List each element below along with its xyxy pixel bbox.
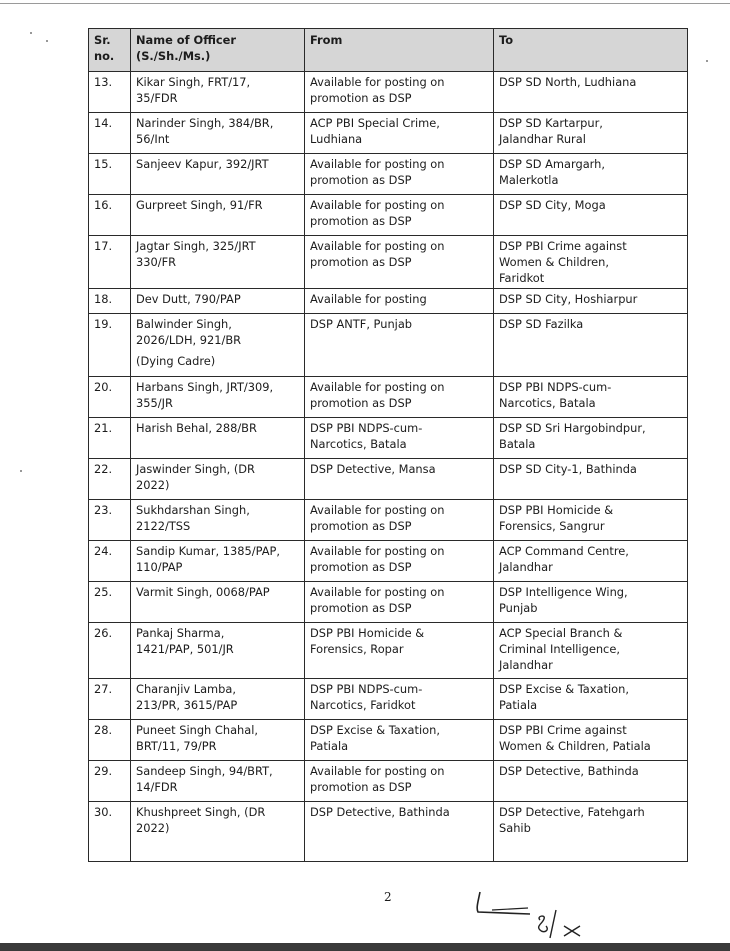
from-line: promotion as DSP bbox=[310, 214, 412, 228]
officer-name-line: Pankaj Sharma, bbox=[136, 626, 225, 640]
table-row bbox=[89, 236, 688, 289]
sr-no-cell: 26. bbox=[89, 623, 131, 679]
from-line: Available for posting on bbox=[310, 239, 445, 253]
from-line: Available for posting on bbox=[310, 585, 445, 599]
table-row bbox=[89, 582, 688, 623]
to-cell bbox=[494, 154, 688, 195]
officer-name-cell bbox=[131, 314, 305, 377]
from-line: Ludhiana bbox=[310, 132, 363, 146]
sr-no-cell: 15. bbox=[89, 154, 131, 195]
officer-name-cell bbox=[131, 679, 305, 720]
scan-speck bbox=[30, 32, 32, 34]
header-name-of-officer bbox=[131, 29, 305, 72]
officer-name-line: 355/JR bbox=[136, 396, 173, 410]
from-line: Available for posting on bbox=[310, 75, 445, 89]
table-row bbox=[89, 720, 688, 761]
from-line: Forensics, Ropar bbox=[310, 642, 404, 656]
to-line: ACP Command Centre, bbox=[499, 544, 629, 558]
sr-no-cell: 21. bbox=[89, 418, 131, 459]
from-cell bbox=[305, 154, 494, 195]
from-line: Available for posting on bbox=[310, 544, 445, 558]
to-line: Women & Children, bbox=[499, 255, 610, 269]
officer-name-line: Kikar Singh, FRT/17, bbox=[136, 75, 251, 89]
scan-speck bbox=[46, 40, 48, 42]
to-line: DSP SD City, Moga bbox=[499, 198, 606, 212]
officer-name-line: Harish Behal, 288/BR bbox=[136, 421, 257, 435]
to-line: DSP SD North, Ludhiana bbox=[499, 75, 637, 89]
from-line: promotion as DSP bbox=[310, 780, 412, 794]
officer-name-line: Gurpreet Singh, 91/FR bbox=[136, 198, 263, 212]
to-line: Jalandhar Rural bbox=[499, 132, 586, 146]
from-line: DSP Detective, Mansa bbox=[310, 462, 436, 476]
sr-no-cell: 29. bbox=[89, 761, 131, 802]
officer-name-line: Jaswinder Singh, (DR bbox=[136, 462, 255, 476]
to-line: Faridkot bbox=[499, 271, 545, 285]
to-cell bbox=[494, 289, 688, 314]
officer-name-line: Khushpreet Singh, (DR bbox=[136, 805, 266, 819]
officer-name-line: Sandip Kumar, 1385/PAP, bbox=[136, 544, 281, 558]
sr-no-cell: 22. bbox=[89, 459, 131, 500]
sr-no-cell: 17. bbox=[89, 236, 131, 289]
officer-name-line: Puneet Singh Chahal, bbox=[136, 723, 259, 737]
to-cell bbox=[494, 761, 688, 802]
from-line: DSP PBI NDPS-cum- bbox=[310, 682, 423, 696]
officer-name-line: 2122/TSS bbox=[136, 519, 191, 533]
to-line: Criminal Intelligence, bbox=[499, 642, 620, 656]
to-line: ACP Special Branch & bbox=[499, 626, 623, 640]
from-cell bbox=[305, 72, 494, 113]
to-line: DSP PBI Crime against bbox=[499, 239, 627, 253]
table-row bbox=[89, 802, 688, 862]
to-cell bbox=[494, 314, 688, 377]
officer-name-line: 1421/PAP, 501/JR bbox=[136, 642, 234, 656]
officer-name-cell bbox=[131, 195, 305, 236]
page-number: 2 bbox=[384, 890, 392, 904]
officer-name-line: 2022) bbox=[136, 821, 170, 835]
from-cell bbox=[305, 720, 494, 761]
officer-name-line: Charanjiv Lamba, bbox=[136, 682, 236, 696]
to-line: DSP SD City-1, Bathinda bbox=[499, 462, 637, 476]
from-line: Available for posting bbox=[310, 292, 427, 306]
to-line: Women & Children, Patiala bbox=[499, 739, 651, 753]
to-cell bbox=[494, 113, 688, 154]
table-row bbox=[89, 459, 688, 500]
officer-name-cell bbox=[131, 72, 305, 113]
to-line: DSP SD Amargarh, bbox=[499, 157, 605, 171]
to-line: Malerkotla bbox=[499, 173, 559, 187]
from-line: Available for posting on bbox=[310, 503, 445, 517]
table-row bbox=[89, 377, 688, 418]
from-line: promotion as DSP bbox=[310, 173, 412, 187]
header-to bbox=[494, 29, 688, 72]
to-line: DSP SD Fazilka bbox=[499, 317, 584, 331]
to-cell bbox=[494, 72, 688, 113]
to-line: Sahib bbox=[499, 821, 531, 835]
to-line: DSP SD Kartarpur, bbox=[499, 116, 603, 130]
from-cell bbox=[305, 582, 494, 623]
officer-name-line: Sandeep Singh, 94/BRT, bbox=[136, 764, 273, 778]
from-line: DSP PBI Homicide & bbox=[310, 626, 425, 640]
to-line: Patiala bbox=[499, 698, 538, 712]
officer-name-cell bbox=[131, 289, 305, 314]
from-line: promotion as DSP bbox=[310, 396, 412, 410]
officer-name-line: 330/FR bbox=[136, 255, 177, 269]
from-cell bbox=[305, 113, 494, 154]
officer-name-line: 2026/LDH, 921/BR bbox=[136, 333, 242, 347]
from-cell bbox=[305, 623, 494, 679]
header-from-label: From bbox=[310, 33, 343, 47]
from-line: promotion as DSP bbox=[310, 601, 412, 615]
from-cell bbox=[305, 314, 494, 377]
from-line: Available for posting on bbox=[310, 380, 445, 394]
table-row bbox=[89, 289, 688, 314]
from-line: Narcotics, Faridkot bbox=[310, 698, 416, 712]
sr-no-cell: 27. bbox=[89, 679, 131, 720]
from-cell bbox=[305, 541, 494, 582]
from-line: DSP Detective, Bathinda bbox=[310, 805, 450, 819]
officer-name-line: Balwinder Singh, bbox=[136, 317, 232, 331]
officer-name-cell bbox=[131, 541, 305, 582]
from-line: promotion as DSP bbox=[310, 560, 412, 574]
to-line: DSP PBI NDPS-cum- bbox=[499, 380, 612, 394]
header-sr-no bbox=[89, 29, 131, 72]
from-line: DSP ANTF, Punjab bbox=[310, 317, 413, 331]
from-line: promotion as DSP bbox=[310, 255, 412, 269]
table-row bbox=[89, 761, 688, 802]
header-sr-line: no. bbox=[94, 49, 115, 63]
officer-name-line: 35/FDR bbox=[136, 91, 178, 105]
officer-cadre-note: (Dying Cadre) bbox=[136, 354, 216, 368]
table-row bbox=[89, 195, 688, 236]
officer-name-line: Sukhdarshan Singh, bbox=[136, 503, 250, 517]
scan-top-edge bbox=[0, 3, 730, 4]
table-header-row bbox=[89, 29, 688, 72]
officer-name-line: 213/PR, 3615/PAP bbox=[136, 698, 238, 712]
officer-name-line: Jagtar Singh, 325/JRT bbox=[136, 239, 256, 253]
to-line: Forensics, Sangrur bbox=[499, 519, 605, 533]
officer-name-cell bbox=[131, 761, 305, 802]
to-cell bbox=[494, 623, 688, 679]
to-cell bbox=[494, 802, 688, 862]
to-cell bbox=[494, 236, 688, 289]
header-to-label: To bbox=[499, 33, 514, 47]
from-line: ACP PBI Special Crime, bbox=[310, 116, 440, 130]
to-cell bbox=[494, 541, 688, 582]
table-row bbox=[89, 679, 688, 720]
sr-no-cell: 23. bbox=[89, 500, 131, 541]
from-cell bbox=[305, 377, 494, 418]
header-name-line: Name of Officer bbox=[136, 33, 237, 47]
table-row bbox=[89, 314, 688, 377]
to-line: DSP PBI Crime against bbox=[499, 723, 627, 737]
officer-name-line: 110/PAP bbox=[136, 560, 183, 574]
to-line: Batala bbox=[499, 437, 536, 451]
to-cell bbox=[494, 377, 688, 418]
from-line: promotion as DSP bbox=[310, 519, 412, 533]
from-line: Patiala bbox=[310, 739, 349, 753]
table-row bbox=[89, 72, 688, 113]
to-cell bbox=[494, 582, 688, 623]
officer-name-cell bbox=[131, 236, 305, 289]
from-cell bbox=[305, 679, 494, 720]
from-line: DSP PBI NDPS-cum- bbox=[310, 421, 423, 435]
from-cell bbox=[305, 289, 494, 314]
from-cell bbox=[305, 236, 494, 289]
officer-name-line: 2022) bbox=[136, 478, 170, 492]
to-line: Jalandhar bbox=[499, 560, 553, 574]
officer-name-line: Harbans Singh, JRT/309, bbox=[136, 380, 274, 394]
officer-name-cell bbox=[131, 500, 305, 541]
from-cell bbox=[305, 802, 494, 862]
officer-name-cell bbox=[131, 582, 305, 623]
officer-name-line: BRT/11, 79/PR bbox=[136, 739, 217, 753]
from-line: Narcotics, Batala bbox=[310, 437, 407, 451]
officer-name-line: Sanjeev Kapur, 392/JRT bbox=[136, 157, 269, 171]
table-row bbox=[89, 500, 688, 541]
to-line: DSP Detective, Fatehgarh bbox=[499, 805, 645, 819]
officer-name-cell bbox=[131, 459, 305, 500]
to-line: DSP Intelligence Wing, bbox=[499, 585, 628, 599]
sr-no-cell: 25. bbox=[89, 582, 131, 623]
header-sr-line: Sr. bbox=[94, 33, 111, 47]
scan-bottom-edge bbox=[0, 943, 730, 951]
from-line: Available for posting on bbox=[310, 157, 445, 171]
initials-signature bbox=[470, 888, 590, 940]
to-cell bbox=[494, 679, 688, 720]
from-line: Available for posting on bbox=[310, 764, 445, 778]
header-name-line: (S./Sh./Ms.) bbox=[136, 49, 211, 63]
from-line: promotion as DSP bbox=[310, 91, 412, 105]
from-cell bbox=[305, 761, 494, 802]
to-line: Punjab bbox=[499, 601, 538, 615]
from-cell bbox=[305, 500, 494, 541]
officer-posting-table bbox=[88, 28, 688, 862]
officer-name-cell bbox=[131, 154, 305, 195]
officer-name-cell bbox=[131, 802, 305, 862]
to-line: DSP SD Sri Hargobindpur, bbox=[499, 421, 646, 435]
officer-name-cell bbox=[131, 377, 305, 418]
to-line: DSP Detective, Bathinda bbox=[499, 764, 639, 778]
sr-no-cell: 14. bbox=[89, 113, 131, 154]
to-line: DSP PBI Homicide & bbox=[499, 503, 614, 517]
from-cell bbox=[305, 418, 494, 459]
to-line: Narcotics, Batala bbox=[499, 396, 596, 410]
from-line: Available for posting on bbox=[310, 198, 445, 212]
from-cell bbox=[305, 195, 494, 236]
to-cell bbox=[494, 418, 688, 459]
table-row bbox=[89, 418, 688, 459]
header-from bbox=[305, 29, 494, 72]
to-cell bbox=[494, 500, 688, 541]
sr-no-cell: 20. bbox=[89, 377, 131, 418]
to-line: DSP SD City, Hoshiarpur bbox=[499, 292, 638, 306]
to-cell bbox=[494, 720, 688, 761]
sr-no-cell: 19. bbox=[89, 314, 131, 377]
officer-name-cell bbox=[131, 623, 305, 679]
sr-no-cell: 24. bbox=[89, 541, 131, 582]
from-line: DSP Excise & Taxation, bbox=[310, 723, 440, 737]
table-body bbox=[89, 72, 688, 862]
officer-name-cell bbox=[131, 418, 305, 459]
officer-name-cell bbox=[131, 720, 305, 761]
to-line: Jalandhar bbox=[499, 658, 553, 672]
sr-no-cell: 16. bbox=[89, 195, 131, 236]
from-cell bbox=[305, 459, 494, 500]
scan-speck bbox=[706, 60, 708, 62]
officer-name-line: 14/FDR bbox=[136, 780, 178, 794]
officer-name-line: Dev Dutt, 790/PAP bbox=[136, 292, 241, 306]
officer-name-line: Narinder Singh, 384/BR, bbox=[136, 116, 274, 130]
officer-name-line: 56/Int bbox=[136, 132, 170, 146]
table-row bbox=[89, 541, 688, 582]
sr-no-cell: 18. bbox=[89, 289, 131, 314]
table-row bbox=[89, 113, 688, 154]
to-cell bbox=[494, 459, 688, 500]
sr-no-cell: 28. bbox=[89, 720, 131, 761]
to-cell bbox=[494, 195, 688, 236]
officer-name-line: Varmit Singh, 0068/PAP bbox=[136, 585, 270, 599]
scan-speck bbox=[20, 470, 22, 472]
sr-no-cell: 30. bbox=[89, 802, 131, 862]
table-row bbox=[89, 154, 688, 195]
table-row bbox=[89, 623, 688, 679]
officer-name-cell bbox=[131, 113, 305, 154]
to-line: DSP Excise & Taxation, bbox=[499, 682, 629, 696]
sr-no-cell: 13. bbox=[89, 72, 131, 113]
